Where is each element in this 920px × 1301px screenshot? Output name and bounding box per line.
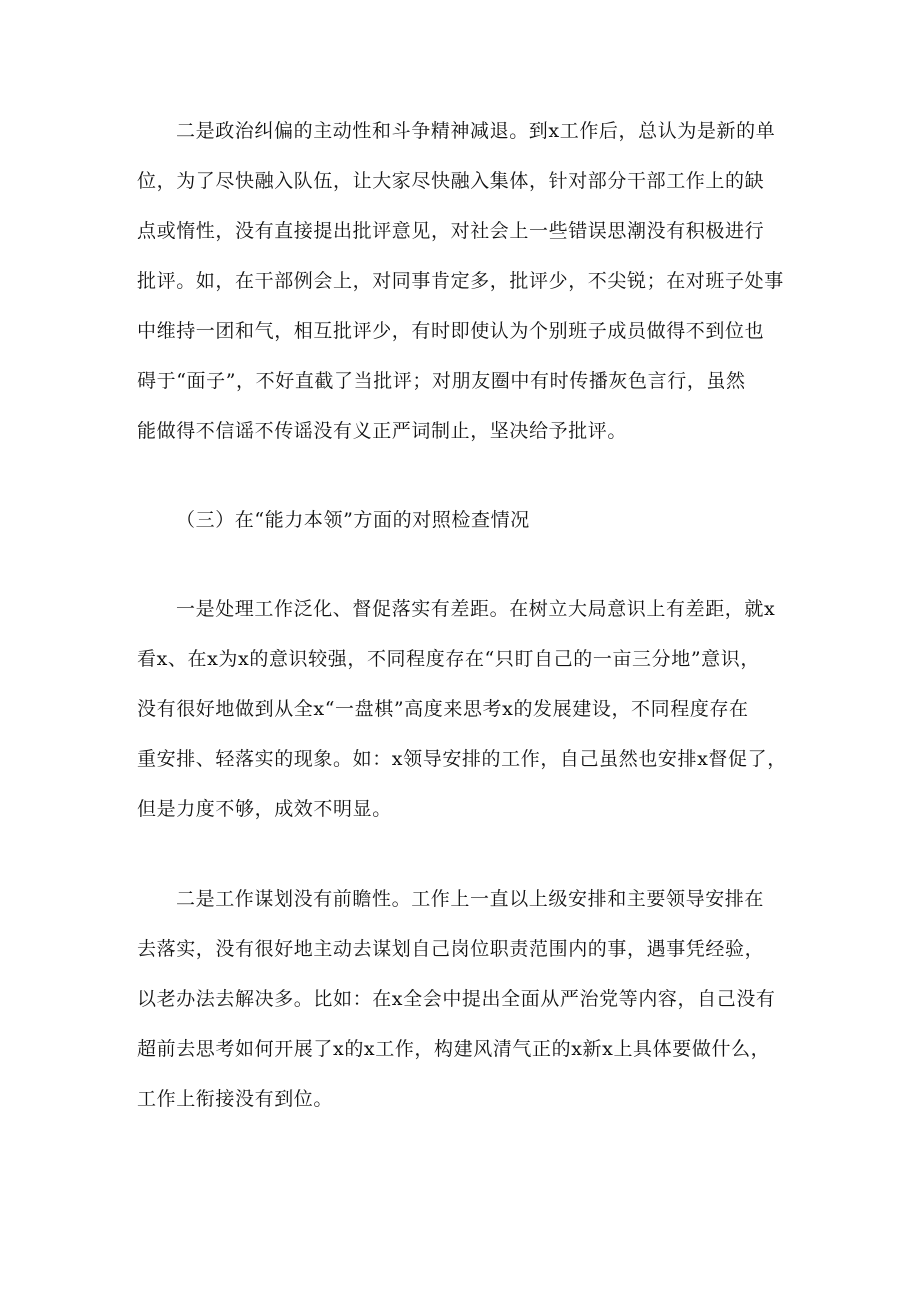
paragraph-line: 批评。如，在干部例会上，对同事肯定多，批评少，不尖锐；在对班子处事 bbox=[137, 270, 784, 292]
paragraph-line: 碍于“面子”，不好直截了当批评；对朋友圈中有时传播灰色言行，虽然 bbox=[137, 370, 746, 392]
paragraph-line: 位，为了尽快融入队伍，让大家尽快融入集体，针对部分干部工作上的缺 bbox=[137, 170, 765, 192]
paragraph-line: 去落实，没有很好地主动去谋划自己岗位职责范围内的事，遇事凭经验， bbox=[137, 938, 765, 960]
paragraph-line: 一是处理工作泛化、督促落实有差距。在树立大局意识上有差距，就x bbox=[176, 598, 776, 620]
paragraph-line: 中维持一团和气，相互批评少，有时即使认为个别班子成员做得不到位也 bbox=[137, 320, 765, 342]
paragraph-line: 二是工作谋划没有前瞻性。工作上一直以上级安排和主要领导安排在 bbox=[176, 888, 765, 910]
paragraph-line: 以老办法去解决多。比如：在x全会中提出全面从严治党等内容，自己没有 bbox=[137, 988, 776, 1010]
paragraph-line: 没有很好地做到从全x“一盘棋”高度来思考x的发展建设，不同程度存在 bbox=[137, 698, 749, 720]
paragraph-line: 二是政治纠偏的主动性和斗争精神减退。到x工作后，总认为是新的单 bbox=[176, 120, 776, 142]
paragraph-line: 点或惰性，没有直接提出批评意见，对社会上一些错误思潮没有积极进行 bbox=[137, 220, 765, 242]
paragraph-line: 但是力度不够，成效不明显。 bbox=[137, 798, 392, 820]
paragraph-line: 看x、在x为x的意识较强，不同程度存在“只盯自己的一亩三分地”意识， bbox=[137, 648, 760, 670]
section-heading: （三）在“能力本领”方面的对照检查情况 bbox=[176, 509, 530, 531]
paragraph-line: 能做得不信谣不传谣没有义正严词制止，坚决给予批评。 bbox=[137, 420, 628, 442]
paragraph-line: 重安排、轻落实的现象。如：x领导安排的工作，自己虽然也安排x督促了， bbox=[137, 748, 787, 770]
paragraph-line: 工作上衔接没有到位。 bbox=[137, 1088, 334, 1110]
paragraph-line: 超前去思考如何开展了x的x工作，构建风清气正的x新x上具体要做什么， bbox=[137, 1038, 771, 1060]
